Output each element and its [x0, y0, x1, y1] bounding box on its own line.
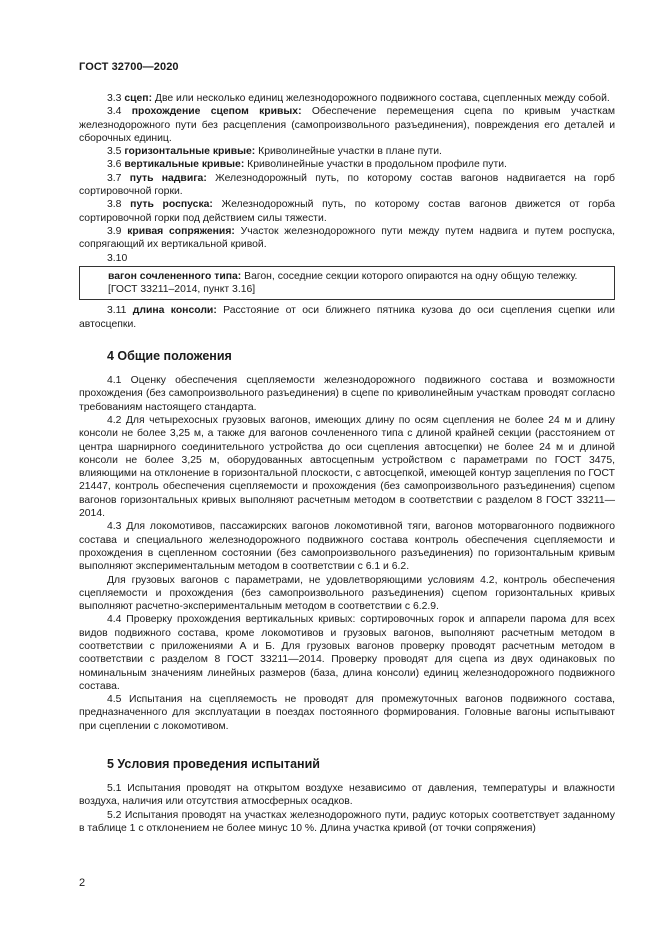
- paragraph-4-2: 4.2 Для четырехосных грузовых вагонов, имеющих длину по осям сцепления не более 24 м и длину консоли не более 3,25 м, а также для вагонов сочлененного типа с длиной крайней секции (расстоянием от центра шарнирного соединительного устройства до оси сцепления автосцепки) не более 24 м и длиной консоли не более 3,25 м, оборудованных автосцепным устройством с параметрами по ГОСТ 3475, влияющими на отклонение в горизонтальной плоскости, с автосцепкой, имеющей контур зацепления по ГОСТ 21447, контроль обеспечения сцепляемости и прохождения (без самопроизвольного разъединения) сцепом вагонов горизонтальных кривых выполняют расчетным методом в соответствии с разделом 8 ГОСТ 33211—2014.: [79, 414, 615, 520]
- definition-3-8: 3.8 путь роспуска: Железнодорожный путь, по которому состав вагонов движется от горба сортировочной горки под действием силы тяжести.: [79, 199, 616, 224]
- definition-3-11: 3.11 длина консоли: Расстояние от оси ближнего пятника кузова до оси сцепления сцепки или автосцепки.: [79, 305, 615, 330]
- definition-3-6: 3.6 вертикальные кривые: Криволинейные участки в продольном профиле пути.: [107, 159, 507, 171]
- page-number: 2: [79, 877, 86, 889]
- document-header: ГОСТ 32700—2020: [79, 61, 179, 73]
- definition-3-10-reference: [ГОСТ 33211–2014, пункт 3.16]: [108, 284, 256, 296]
- section-5-title: 5 Условия проведения испытаний: [107, 757, 320, 772]
- definition-3-9: 3.9 кривая сопряжения: Участок железнодорожного пути между путем надвига и путем роспуска, сопрягающий их вертикальной кривой.: [79, 225, 615, 251]
- paragraph-4-1: 4.1 Оценку обеспечения сцепляемости железнодорожного подвижного состава и возможности прохождения (без самопроизвольного разъединения) в сцепе по криволинейным участкам проводят согласно требованиям настоящего стандарта.: [79, 375, 615, 413]
- definition-3-10: вагон сочлененного типа: Вагон, соседние секции которого опираются на одну общую тележку.: [108, 270, 578, 282]
- paragraph-4-4: 4.4 Проверку прохождения вертикальных кривых: сортировочных горок и аппарели парома для всех видов подвижного состава, кроме локомотивов и грузовых вагонов, выполняют расчетным методом в соответствии с приложениями А и Б. Для грузовых вагонов проверку проводят расчетным методом в соответствии с разделом 8 ГОСТ 33211—2014. Проверку проводят для сцепа из двух одинаковых по номинальным значениям линейных размеров (база, длина консоли) единиц железнодорожного подвижного состава.: [79, 614, 615, 692]
- paragraph-5-1: 5.1 Испытания проводят на открытом воздухе независимо от давления, температуры и влажности воздуха, наличия или отсутствия атмосферных осадков.: [79, 783, 615, 808]
- paragraph-4-3: 4.3 Для локомотивов, пассажирских вагонов локомотивной тяги, вагонов моторвагонного подвижного состава и специального железнодорожного подвижного состава контроль обеспечения сцепляемости и прохождения в сцепленном состоянии (без самопроизвольного разъединения) по горизонтальным кривым выполняют экспериментальным методом в соответствии с 6.1 и 6.2.: [79, 521, 615, 573]
- definition-3-10-box: [79, 266, 615, 301]
- definition-3-3: 3.3 сцеп: Две или несколько единиц железнодорожного подвижного состава, сцепленных между собой.: [107, 93, 610, 104]
- definition-3-4: 3.4 прохождение сцепом кривых: Обеспечение перемещения сцепа по кривым участкам железнодорожного пути без расцепления (самопроизвольного разъединения), повреждения его деталей и сборочных единиц.: [79, 106, 615, 144]
- definition-3-5: 3.5 горизонтальные кривые: Криволинейные участки в плане пути.: [107, 146, 442, 158]
- document-body: [79, 92, 615, 835]
- definition-3-10-number: 3.10: [107, 252, 128, 264]
- paragraph-4-5: 4.5 Испытания на сцепляемость не проводят для промежуточных вагонов подвижного состава, предназначенного для эксплуатации в поездах постоянного формирования. Головные вагоны испытывают при сцеплении с локомотивом.: [79, 694, 615, 732]
- paragraph-5-2: 5.2 Испытания проводят на участках железнодорожного пути, радиус которых соответствует заданному в таблице 1 с отклонением не более минус 10 %. Длина участка кривой (от точки сопряжения): [79, 809, 615, 834]
- paragraph-4-3-freight: Для грузовых вагонов с параметрами, не удовлетворяющими условиям 4.2, контроль обеспечения сцепляемости и прохождения (без самопроизвольного разъединения) сцепом горизонтальных кривых выполняют расчетно-экспериментальным методом в соответствии с 6.2.9.: [79, 574, 615, 613]
- section-4-title: 4 Общие положения: [107, 349, 232, 364]
- definition-3-7: 3.7 путь надвига: Железнодорожный путь, по которому состав вагонов надвигается на горб сортировочной горки.: [79, 172, 615, 198]
